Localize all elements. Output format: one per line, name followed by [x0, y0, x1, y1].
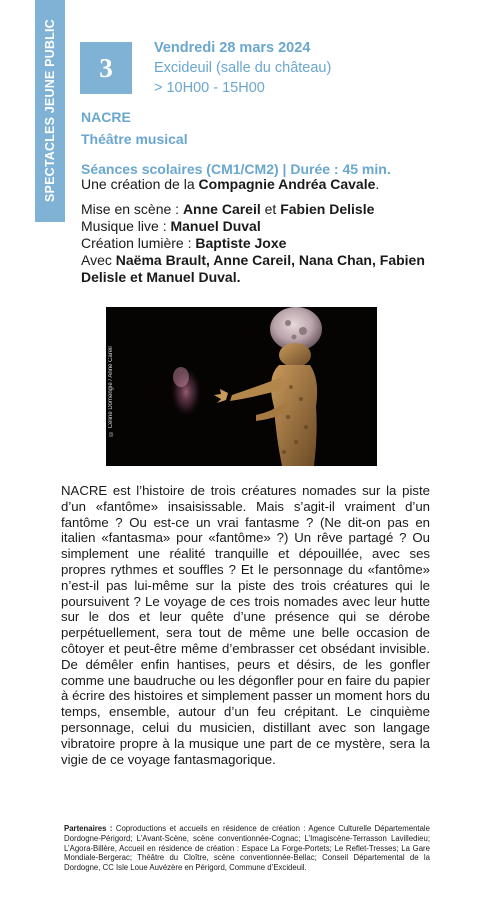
show-photo	[106, 307, 377, 466]
event-credits	[81, 176, 471, 286]
performer-illustration	[106, 307, 377, 466]
partners-text: Coproductions et accueils en résidence de création : Agence Culturelle Départementale Dordogne-Périgord; L’Avant-Scène, scène conventionnée-Cognac; L’Imagiscène-Terrasson Lavilledieu; L’Agora-Billère, Accueil en résidence de création : Espace La Forge-Portets; Le Reflet-Tresses; La Gare Mondiale-Bergerac; Théâtre du Cloître, scène conventionnée-Bellac; Conseil Départemental de la Dordogne, CC Isle Loue Auvézère en Périgord, Commune d’Excideuil.	[64, 824, 431, 873]
event-sessions: Séances scolaires (CM1/CM2) | Durée : 45 min.	[81, 161, 391, 177]
event-heading	[81, 106, 391, 180]
side-category-tab	[35, 0, 65, 222]
direction-label: Mise en scène :	[81, 201, 183, 217]
company-line	[81, 176, 471, 193]
director-2: Fabien Delisle	[280, 201, 375, 217]
cast-names: Naëma Brault, Anne Careil, Nana Chan, Fabien Delisle et Manuel Duval.	[81, 252, 425, 285]
partners-label: Partenaires :	[64, 824, 116, 833]
side-category-label: SPECTACLES JEUNE PUBLIC	[43, 19, 57, 203]
event-date: Vendredi 28 mars 2024	[154, 40, 311, 56]
event-title: NACRE	[81, 109, 131, 125]
event-genre: Théâtre musical	[81, 131, 188, 147]
light-line	[81, 235, 471, 252]
music-label: Musique live :	[81, 218, 171, 234]
music-line	[81, 218, 471, 235]
light-designer: Baptiste Joxe	[195, 235, 287, 251]
director-1: Anne Careil	[182, 201, 261, 217]
event-number-badge	[80, 42, 132, 94]
light-label: Création lumière :	[81, 235, 196, 251]
event-number: 3	[99, 52, 113, 83]
partners-note	[64, 824, 430, 873]
cast-line	[81, 252, 471, 286]
event-schedule	[154, 38, 331, 98]
cast-label: Avec	[81, 252, 116, 268]
musician-name: Manuel Duval	[170, 218, 261, 234]
event-venue: Excideuil (salle du château)	[154, 60, 332, 76]
event-time: > 10H00 - 15H00	[154, 80, 265, 96]
photo-credit: © Céline Domengie / Anne Careil	[108, 346, 114, 436]
event-description: NACRE est l’histoire de trois créatures nomades sur la piste d’un «fantôme» insaisissable. Mais s’agit-il vraiment d’un fantôme ? Ou est-ce un vrai fantasme ? (Ne dit-on pas en italien «fantasma» pour «fantôme» ?) Un rêve partagé ? Ou simplement une réalité tranquille et dépouillée, avec ses propres rythmes et souffles ? Et le personnage du «fantôme» n’est-il pas lui-même sur la piste des trois créatures qui le poursuivent ? Le voyage de ces trois nomades avec leur hutte sur le dos et leur quête d’une présence qui se dérobe perpétuellement, sera tout de même une belle occasion de côtoyer et peut-être même d’embrasser cet obsédant invisible. De démêler enfin hantises, peurs et désirs, de les gonfler comme une baudruche ou les dégonfler pour en faire du papier à écrire des histoires et simplement passer un moment hors du temps, ensemble, autour d’un feu crépitant. Le cinquième personnage, celui du musicien, distillant avec son langage vibratoire propre à la musique une part de ce mystère, sera la vigie de ce voyage fantasmagorique.	[61, 483, 430, 767]
company-prefix: Une création de la	[81, 176, 199, 192]
company-name: Compagnie Andréa Cavale	[198, 176, 376, 192]
direction-and: et	[260, 201, 281, 217]
company-suffix: .	[375, 176, 380, 192]
direction-line	[81, 201, 471, 218]
